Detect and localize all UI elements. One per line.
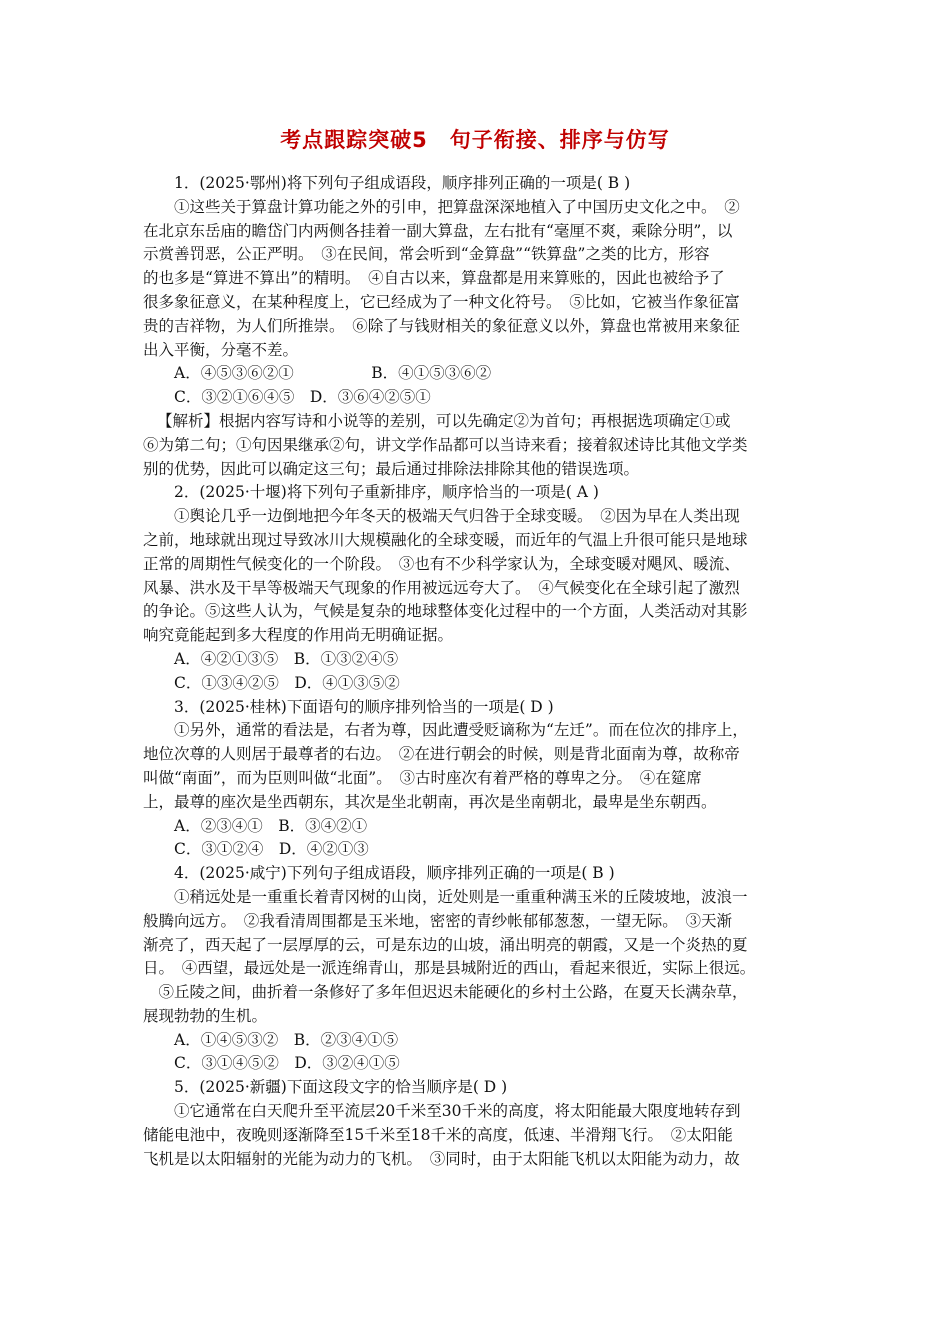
text-line: 之前，地球就出现过导致冰川大规模融化的全球变暖，而近年的气温上升很可能只是地球 <box>143 530 748 549</box>
text-line: 4．(2025·咸宁)下列句子组成语段，顺序排列正确的一项是( B ) <box>174 864 615 883</box>
text-line: 正常的周期性气候变化的一个阶段。 ③也有不少科学家认为，全球变暖对飓风、暖流、 <box>143 554 740 573</box>
text-line: ①舆论几乎一边倒地把今年冬天的极端天气归咎于全球变暖。 ②因为早在人类出现 <box>174 507 740 526</box>
text-line: 2．(2025·十堰)将下列句子重新排序，顺序恰当的一项是( A ) <box>174 483 599 502</box>
text-line: 5．(2025·新疆)下面这段文字的恰当顺序是( D ) <box>174 1078 508 1097</box>
text-line: ①这些关于算盘计算功能之外的引申，把算盘深深地植入了中国历史文化之中。 ② <box>174 197 740 216</box>
text-line: 1．(2025·鄂州)将下列句子组成语段，顺序排列正确的一项是( B ) <box>174 174 631 192</box>
text-line: 的争论。⑤这些人认为，气候是复杂的地球整体变化过程中的一个方面，人类活动对其影 <box>143 602 748 621</box>
text-line: 3．(2025·桂林)下面语句的顺序排列恰当的一项是( D ) <box>174 697 554 716</box>
text-line: 示赏善罚恶，公正严明。 ③在民间，常会听到“金算盘”“铁算盘”之类的比方，形容 <box>143 245 710 264</box>
page-title: 考点跟踪突破5 句子衔接、排序与仿写 <box>280 128 670 152</box>
text-line: ①稍远处是一重重长着青冈树的山岗，近处则是一重重种满玉米的丘陵坡地，波浪一 <box>174 887 748 906</box>
text-line: A．①④⑤③② B．②③④①⑤ <box>174 1030 399 1049</box>
text-line: ⑤丘陵之间，曲折着一条修好了多年但迟迟未能硬化的乡村土公路，在夏天长满杂草， <box>143 983 748 1002</box>
document-body <box>143 172 811 1171</box>
text-line: C．①③④②⑤ D．④①③⑤② <box>174 673 400 692</box>
text-line: 上，最尊的座次是坐西朝东，其次是坐北朝南，再次是坐南朝北，最卑是坐东朝西。 <box>143 792 717 811</box>
text-line: A．④⑤③⑥②① B．④①⑤③⑥② <box>174 364 492 383</box>
text-line: 储能电池中，夜晚则逐渐降至15千米至18千米的高度，低速、半滑翔飞行。 ②太阳能 <box>143 1125 733 1144</box>
text-line: ①它通常在白天爬升至平流层20千米至30千米的高度，将太阳能最大限度地转存到 <box>174 1102 741 1121</box>
text-line: 很多象征意义，在某种程度上，它已经成为了一种文化符号。 ⑤比如，它被当作象征富 <box>143 292 740 311</box>
text-line: 地位次尊的人则居于最尊者的右边。 ②在进行朝会的时候，则是背北面南为尊，故称帝 <box>143 745 740 764</box>
text-line: 渐亮了，西天起了一层厚厚的云，可是东边的山坡，涌出明亮的朝霞，又是一个炎热的夏 <box>143 935 748 954</box>
text-line: C．③①④⑤② D．③②④①⑤ <box>174 1054 400 1073</box>
text-line: A．④②①③⑤ B．①③②④⑤ <box>174 649 399 668</box>
text-line: 日。 ④西望，最远处是一派连绵青山，那是县城附近的西山，看起来很近，实际上很远。 <box>143 959 756 978</box>
text-line: 展现勃勃的生机。 <box>143 1006 268 1025</box>
text-line: 贵的吉祥物，为人们所推崇。 ⑥除了与钱财相关的象征意义以外，算盘也常被用来象征 <box>143 316 740 335</box>
text-line: 风暴、洪水及干旱等极端天气现象的作用被远远夸大了。 ④气候变化在全球引起了激烈 <box>143 578 740 597</box>
text-line: ①另外，通常的看法是，右者为尊，因此遭受贬谪称为“左迁”。而在位次的排序上， <box>174 721 748 740</box>
text-line: 叫做“南面”，而为臣则叫做“北面”。 ③古时座次有着严格的尊卑之分。 ④在筵席 <box>143 768 702 787</box>
text-line: 的也多是“算进不算出”的精明。 ④自古以来，算盘都是用来算账的，因此也被给予了 <box>143 269 725 288</box>
text-line: 飞机是以太阳辐射的光能为动力的飞机。 ③同时，由于太阳能飞机以太阳能为动力，故 <box>143 1149 740 1168</box>
text-line: 般腾向远方。 ②我看清周围都是玉米地，密密的青纱帐郁郁葱葱，一望无际。 ③天渐 <box>143 911 733 930</box>
text-line: 【解析】根据内容写诗和小说等的差别，可以先确定②为首句；再根据选项确定①或 <box>157 411 731 430</box>
text-line: 响究竟能起到多大程度的作用尚无明确证据。 <box>143 626 454 645</box>
text-line: A．②③④① B．③④②① <box>174 816 368 835</box>
text-line: C．③②①⑥④⑤ D．③⑥④②⑤① <box>174 388 431 407</box>
text-line: ⑥为第二句；①句因果继承②句，讲文学作品都可以当诗来看；接着叙述诗比其他文学类 <box>143 435 748 454</box>
text-line: C．③①②④ D．④②①③ <box>174 840 369 859</box>
text-line: 别的优势，因此可以确定这三句；最后通过排除法排除其他的错误选项。 <box>143 459 640 478</box>
text-line: 在北京东岳庙的瞻岱门内两侧各挂着一副大算盘，左右批有“毫厘不爽，乘除分明”，以 <box>143 221 733 240</box>
text-line: 出入平衡，分毫不差。 <box>143 340 299 359</box>
